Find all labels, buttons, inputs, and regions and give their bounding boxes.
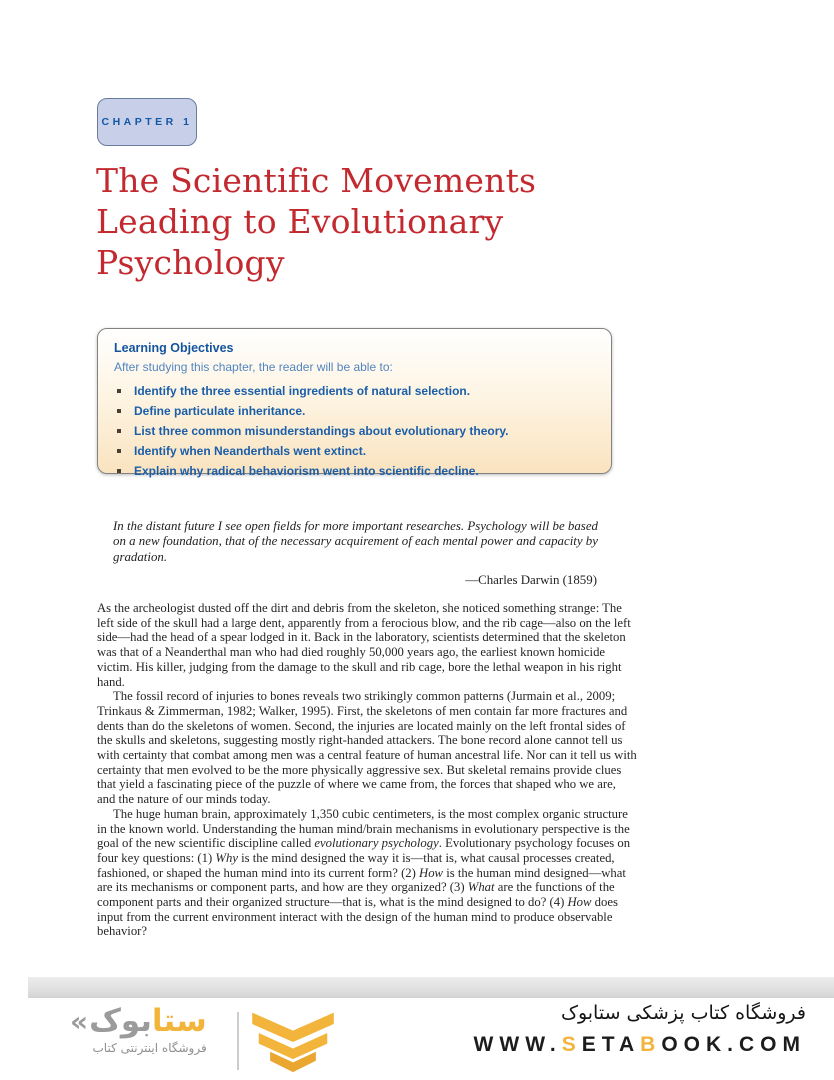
chapter-title-line: The Scientific Movements [96,161,537,200]
setabook-wordmark [89,1004,207,1040]
footer-divider [237,1012,239,1070]
wordmark-segment: بوک [89,1003,152,1039]
url-segment: WWW. [473,1033,562,1056]
paragraph: The huge human brain, approximately 1,350 cubic centimeters, is the most complex organic structure in the known world. Understanding the human mind/brain mechanisms in evolutionary perspective is the goal of the new scientific discipline called evolutionary psychology. Evolutionary psychology focuses on four key questions: (1) Why is the mind designed the way it is—that is, what causal processes created, fashioned, or shaped the human mind into its current form? (2) How is the human mind designed—what are its mechanisms or component parts, and how are they organized? (3) What are the functions of the component parts and their organized structure—that is, what is the mind designed to do? (4) How does input from the current environment interact with the design of the human mind to produce observable behavior? [97,806,631,939]
double-chevron-emblem-icon [252,1011,334,1073]
objective-item: List three common misunderstandings about evolutionary theory. [114,424,595,438]
objective-item: Identify when Neanderthals went extinct. [114,444,595,458]
chapter-title [96,160,536,283]
body-text [97,601,637,939]
store-title: فروشگاه کتاب پزشکی ستابوک [560,1002,806,1024]
wordmark-segment: ستا [151,1003,207,1039]
watermark-footer-right [474,1002,806,1057]
epigraph-quote [113,519,603,588]
page-edge-shadow [28,977,834,998]
chapter-badge [97,98,197,146]
learning-objectives-box [97,328,612,478]
setabook-logo-left [70,1004,207,1055]
chapter-title-line: Psychology [96,243,285,282]
guillemet-icon: « [70,1004,89,1038]
url-segment: B [640,1033,662,1056]
url-segment: S [561,1033,582,1056]
objective-item: Define particulate inheritance. [114,404,595,418]
objective-item: Identify the three essential ingredients of natural selection. [114,384,595,398]
url-segment: ETA [581,1033,641,1056]
chapter-title-line: Leading to Evolutionary [96,202,504,241]
chapter-badge-label: CHAPTER 1 [101,116,193,128]
paragraph: As the archeologist dusted off the dirt and debris from the skeleton, she noticed something strange: The left side of the skull had a large dent, apparently from a ferocious blow, and the rib cage—also on the left side—had the head of a spear lodged in it. Back in the laboratory, scientists determined that the skeleton was that of a Neanderthal man who had died roughly 50,000 years ago, the earliest known homicide victim. His killer, judging from the damage to the skull and rib cage, bore the lethal weapon in his right hand. [97,601,631,689]
learning-objectives-list [114,384,595,478]
paragraph: The fossil record of injuries to bones reveals two strikingly common patterns (Jurmain et al., 2009; Trinkaus & Zimmerman, 1982; Walker, 1995). First, the skeletons of men contain far more fractures and dents than do the skeletons of women. Second, the injuries are located mainly on the left frontal sides of the skulls and skeletons, suggesting mostly right-handed attackers. The bone record alone cannot tell us with certainty that combat among men was a central feature of human ancestral life. Nor can it tell us with certainty that men evolved to be the more physically aggressive sex. But skeletal remains provide clues that yield a fascinating piece of the puzzle of where we came from, the forces that shaped who we are, and the nature of our minds today. [97,689,637,807]
learning-objectives-heading: Learning Objectives [114,341,234,355]
learning-objectives-subtitle: After studying this chapter, the reader will be able to: [114,360,393,374]
site-url [474,1033,806,1057]
logo-tagline: فروشگاه اینترنتی کتاب [92,1040,207,1055]
objective-item: Explain why radical behaviorism went into scientific decline. [114,464,595,478]
epigraph-text: In the distant future I see open fields for more important researches. Psychology will be based on a new foundation, that of the necessary acquirement of each mental power and capacity by gradation. [113,519,598,564]
epigraph-attribution: —Charles Darwin (1859) [465,572,597,587]
url-segment: OOK.COM [661,1033,806,1056]
